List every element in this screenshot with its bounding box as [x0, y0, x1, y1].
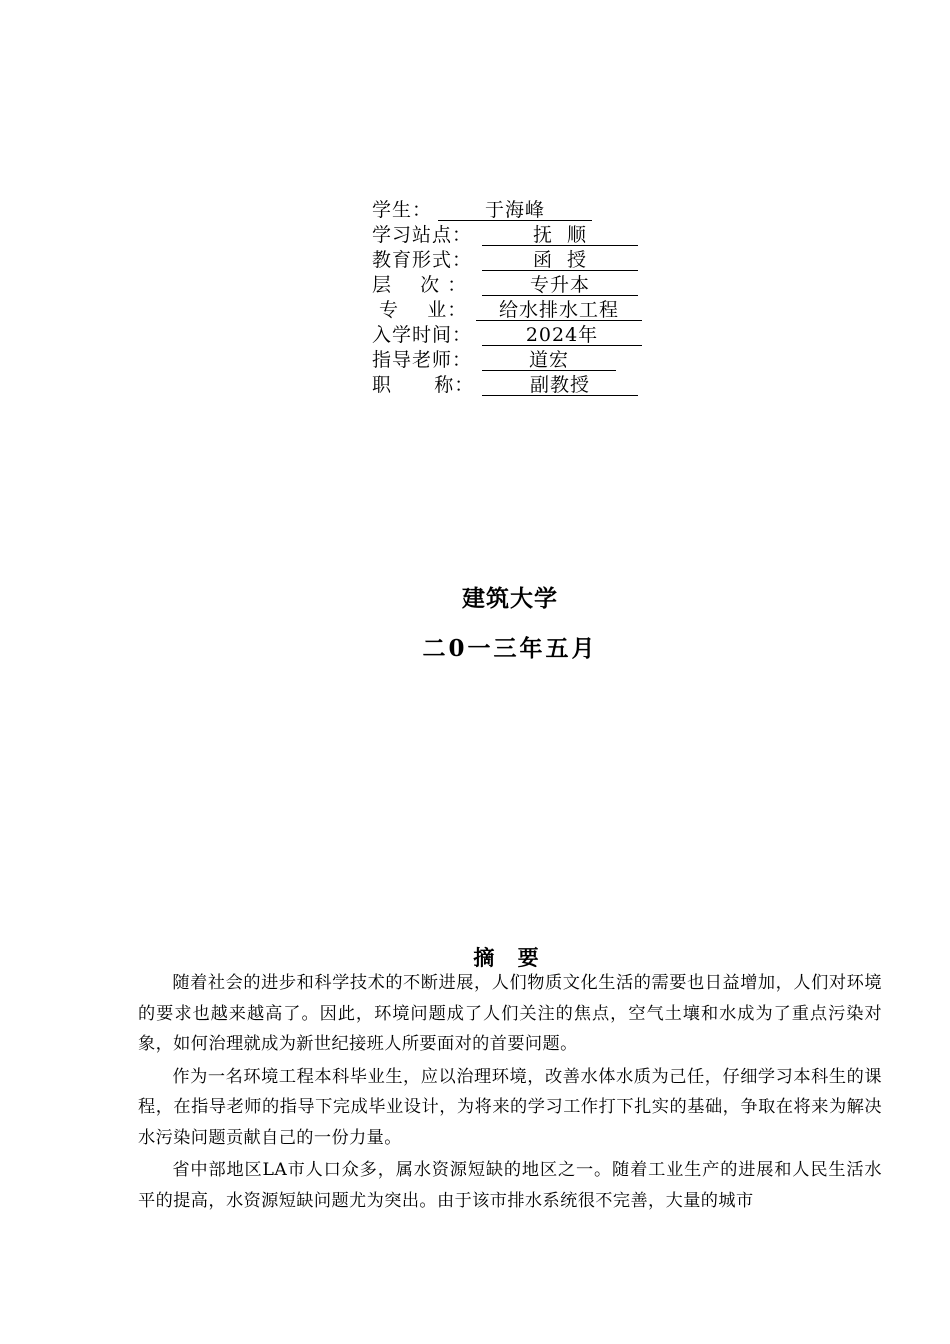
info-value: 副教授 — [482, 373, 638, 396]
info-row-advisor — [372, 348, 672, 373]
info-label: 职 称： — [372, 374, 475, 396]
abstract-title: 摘 要 — [473, 945, 547, 970]
info-value: 函 授 — [482, 248, 638, 271]
info-row-student — [372, 198, 672, 223]
info-label: 教育形式： — [372, 249, 473, 271]
abstract-paragraph: 省中部地区LA市人口众多，属水资源短缺的地区之一。随着工业生产的进展和人民生活水平的提高，水资源短缺问题尤为突出。由于该市排水系统很不完善，大量的城市 — [138, 1160, 882, 1211]
info-row-education-form — [372, 248, 672, 273]
student-info-block — [372, 198, 672, 398]
info-row-study-site — [372, 223, 672, 248]
info-value: 给水排水工程 — [476, 298, 642, 321]
abstract-body — [138, 968, 882, 1218]
info-row-title — [372, 373, 672, 398]
info-value: 专升本 — [482, 273, 638, 296]
info-label: 层 次 ： — [372, 274, 468, 296]
info-label: 学生： — [372, 199, 433, 221]
info-label: 指导老师： — [372, 349, 473, 371]
info-value: 道宏 — [482, 348, 616, 371]
info-row-major — [372, 298, 672, 323]
info-value: 抚 顺 — [482, 223, 638, 246]
info-row-level — [372, 273, 672, 298]
university-name: 建筑大学 — [462, 585, 558, 612]
abstract-paragraph: 作为一名环境工程本科毕业生，应以治理环境，改善水体水质为己任，仔细学习本科生的课程，在指导老师的指导下完成毕业设计，为将来的学习工作打下扎实的基础，争取在将来为解决水污染问题贡献自己的一份力量。 — [138, 1066, 882, 1148]
info-label: 入学时间： — [372, 324, 473, 346]
info-row-enrollment-time — [372, 323, 672, 348]
abstract-paragraph: 随着社会的进步和科学技术的不断进展，人们物质文化生活的需要也日益增加，人们对环境的要求也越来越高了。因此，环境问题成了人们关注的焦点，空气土壤和水成为了重点污染对象，如何治理就成为新世纪接班人所要面对的首要问题。 — [138, 973, 882, 1054]
info-value: 于海峰 — [438, 198, 592, 221]
info-label: 专 业： — [372, 299, 468, 321]
info-label: 学习站点： — [372, 224, 473, 246]
submission-date: 二0一三年五月 — [422, 635, 598, 662]
info-value: 2024年 — [482, 323, 642, 346]
